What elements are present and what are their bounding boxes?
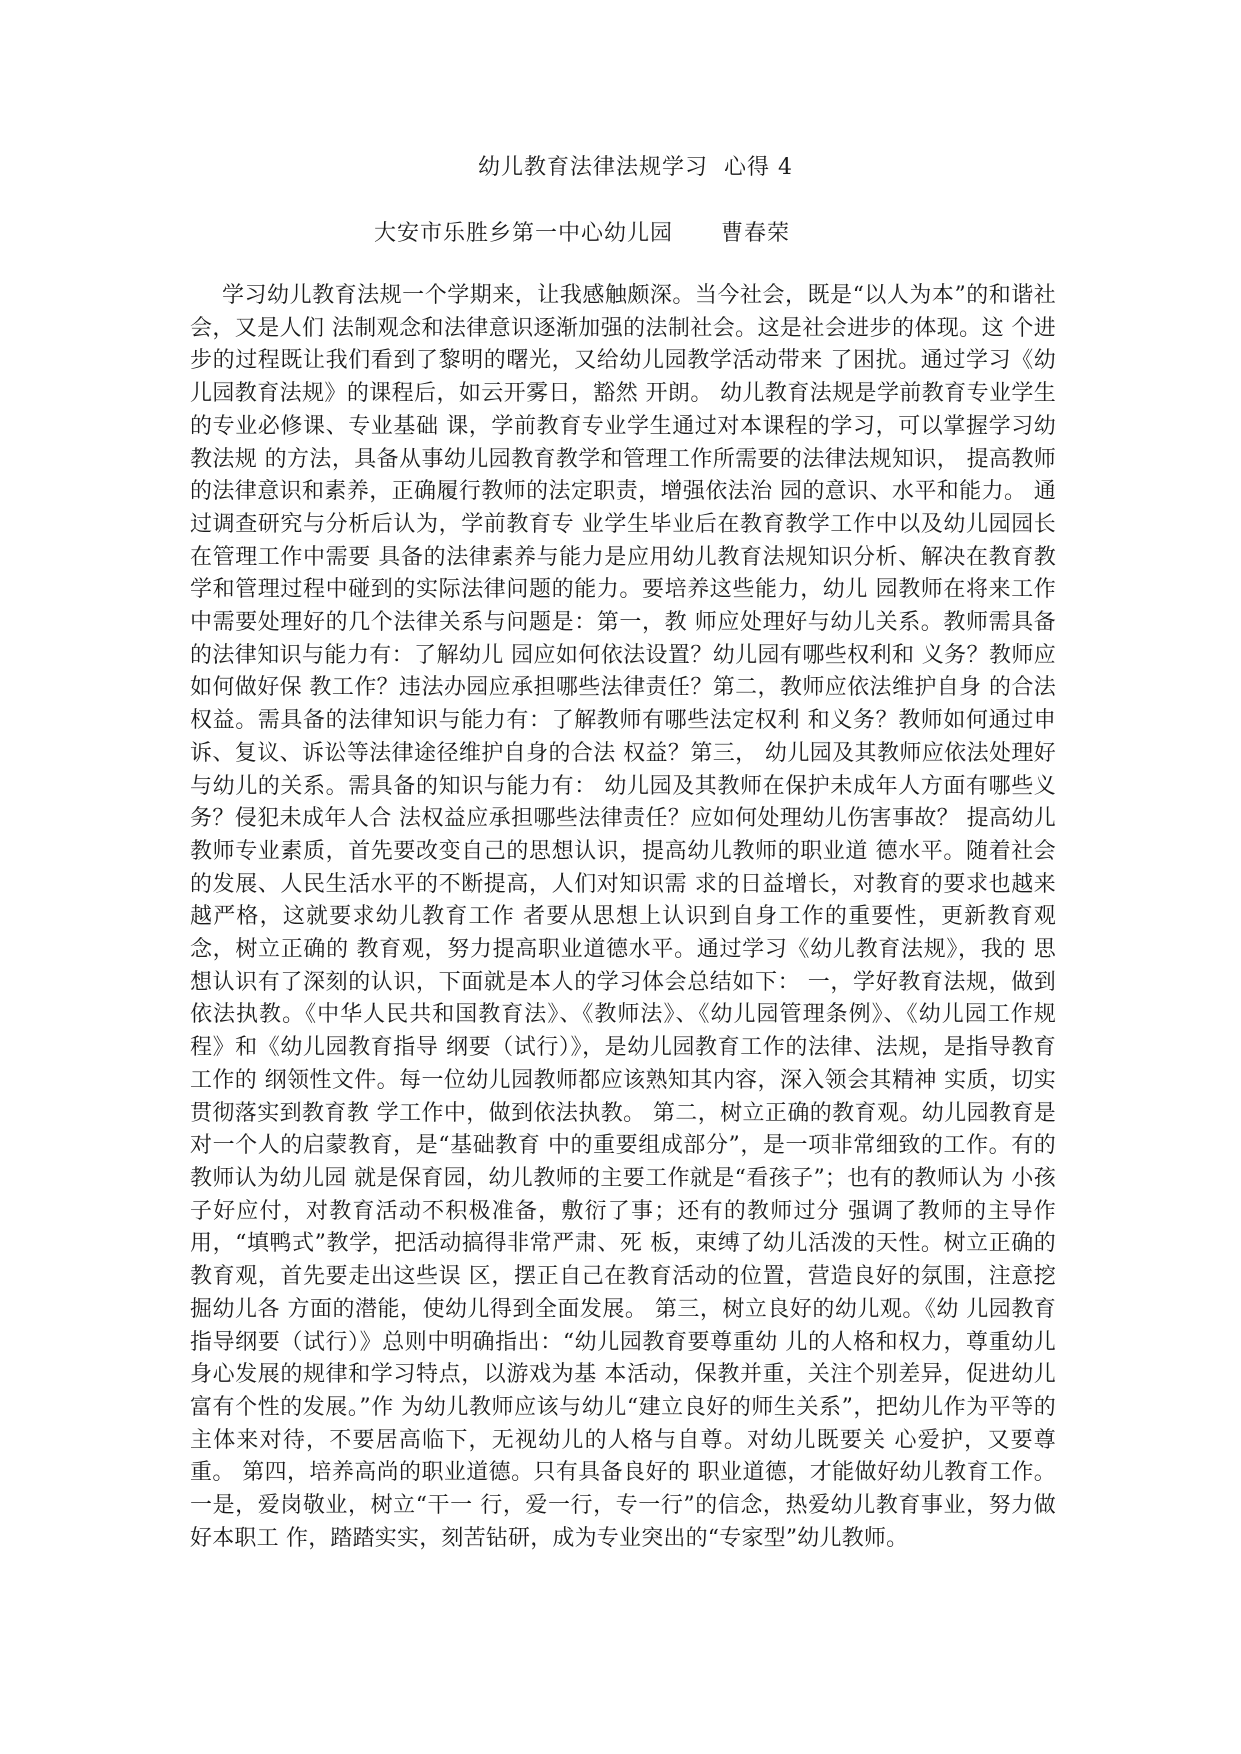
author-school: 大安市乐胜乡第一中心幼儿园 bbox=[374, 221, 674, 246]
body-paragraph: 学习幼儿教育法规一个学期来，让我感触颇深。当今社会，既是“以人为本”的和谐社会，又是人们 法制观念和法律意识逐渐加强的法制社会。这是社会进步的体现。这 个进步的过程既让我们看到了黎明的曙光，又给幼儿园教学活动带来 了困扰。通过学习《幼儿园教育法规》的课程后，如云开雾日，豁然 开朗。 幼儿教育法规是学前教育专业学生的专业必修课、专业基础 课，学前教育专业学生通过对本课程的学习，可以掌握学习幼教法规 的方法，具备从事幼儿园教育教学和管理工作所需要的法律法规知识， 提高教师的法律意识和素养，正确履行教师的法定职责，增强依法治 园的意识、水平和能力。 通过调查研究与分析后认为，学前教育专 业学生毕业后在教育教学工作中以及幼儿园园长在管理工作中需要 具备的法律素养与能力是应用幼儿教育法规知识分析、解决在教育教 学和管理过程中碰到的实际法律问题的能力。要培养这些能力，幼儿 园教师在将来工作中需要处理好的几个法律关系与问题是：第一，教 师应处理好与幼儿关系。教师需具备的法律知识与能力有：了解幼儿 园应如何依法设置？幼儿园有哪些权利和 义务？教师应如何做好保 教工作？违法办园应承担哪些法律责任？第二，教师应依法维护自身 的合法权益。需具备的法律知识与能力有：了解教师有哪些法定权利 和义务？教师如何通过申诉、复议、诉讼等法律途径维护自身的合法 权益？第三， 幼儿园及其教师应依法处理好与幼儿的关系。需具备的知识与能力有： 幼儿园及其教师在保护未成年人方面有哪些义务？侵犯未成年人合 法权益应承担哪些法律责任？应如何处理幼儿伤害事故？ 提高幼儿 教师专业素质，首先要改变自己的思想认识，提高幼儿教师的职业道 德水平。随着社会的发展、人民生活水平的不断提高，人们对知识需 求的日益增长，对教育的要求也越来越严格，这就要求幼儿教育工作 者要从思想上认识到自身工作的重要性，更新教育观念，树立正确的 教育观，努力提高职业道德水平。通过学习《幼儿教育法规》，我的 思想认识有了深刻的认识，下面就是本人的学习体会总结如下： 一，学好教育法规，做到依法执教。《中华人民共和国教育法》、《教师法》、《幼儿园管理条例》、《幼儿园工作规程》和《幼儿园教育指导 纲要（试行）》，是幼儿园教育工作的法律、法规，是指导教育工作的 纲领性文件。每一位幼儿园教师都应该熟知其内容，深入领会其精神 实质，切实贯彻落实到教育教 学工作中，做到依法执教。 第二，树立正确的教育观。幼儿园教育是对一个人的启蒙教育，是“基础教育 中的重要组成部分”，是一项非常细致的工作。有的教师认为幼儿园 就是保育园，幼儿教师的主要工作就是“看孩子”；也有的教师认为 小孩子好应付，对教育活动不积极准备，敷衍了事；还有的教师过分 强调了教师的主导作用，“填鸭式”教学，把活动搞得非常严肃、死 板，束缚了幼儿活泼的天性。树立正确的教育观，首先要走出这些误 区，摆正自己在教育活动的位置，营造良好的氛围，注意挖掘幼儿各 方面的潜能，使幼儿得到全面发展。 第三，树立良好的幼儿观。《幼 儿园教育指导纲要（试行）》总则中明确指出：“幼儿园教育要尊重幼 儿的人格和权力，尊重幼儿身心发展的规律和学习特点，以游戏为基 本活动，保教并重，关注个别差异，促进幼儿富有个性的发展。”作 为幼儿教师应该与幼儿“建立良好的师生关系”，把幼儿作为平等的 主体来对待，不要居高临下，无视幼儿的人格与自尊。对幼儿既要关 心爱护，又要尊重。 第四，培养高尚的职业道德。只有具备良好的 职业道德，才能做好幼儿教育工作。 一是，爱岗敬业，树立“干一 行，爱一行，专一行”的信念，热爱幼儿教育事业，努力做好本职工 作，踏踏实实，刻苦钻研，成为专业突出的“专家型”幼儿教师。 bbox=[190, 283, 1056, 1551]
document-title: 幼儿教育法律法规学习 心得 4 bbox=[478, 155, 793, 180]
author-name: 曹春荣 bbox=[721, 221, 791, 246]
author-line bbox=[374, 216, 790, 247]
